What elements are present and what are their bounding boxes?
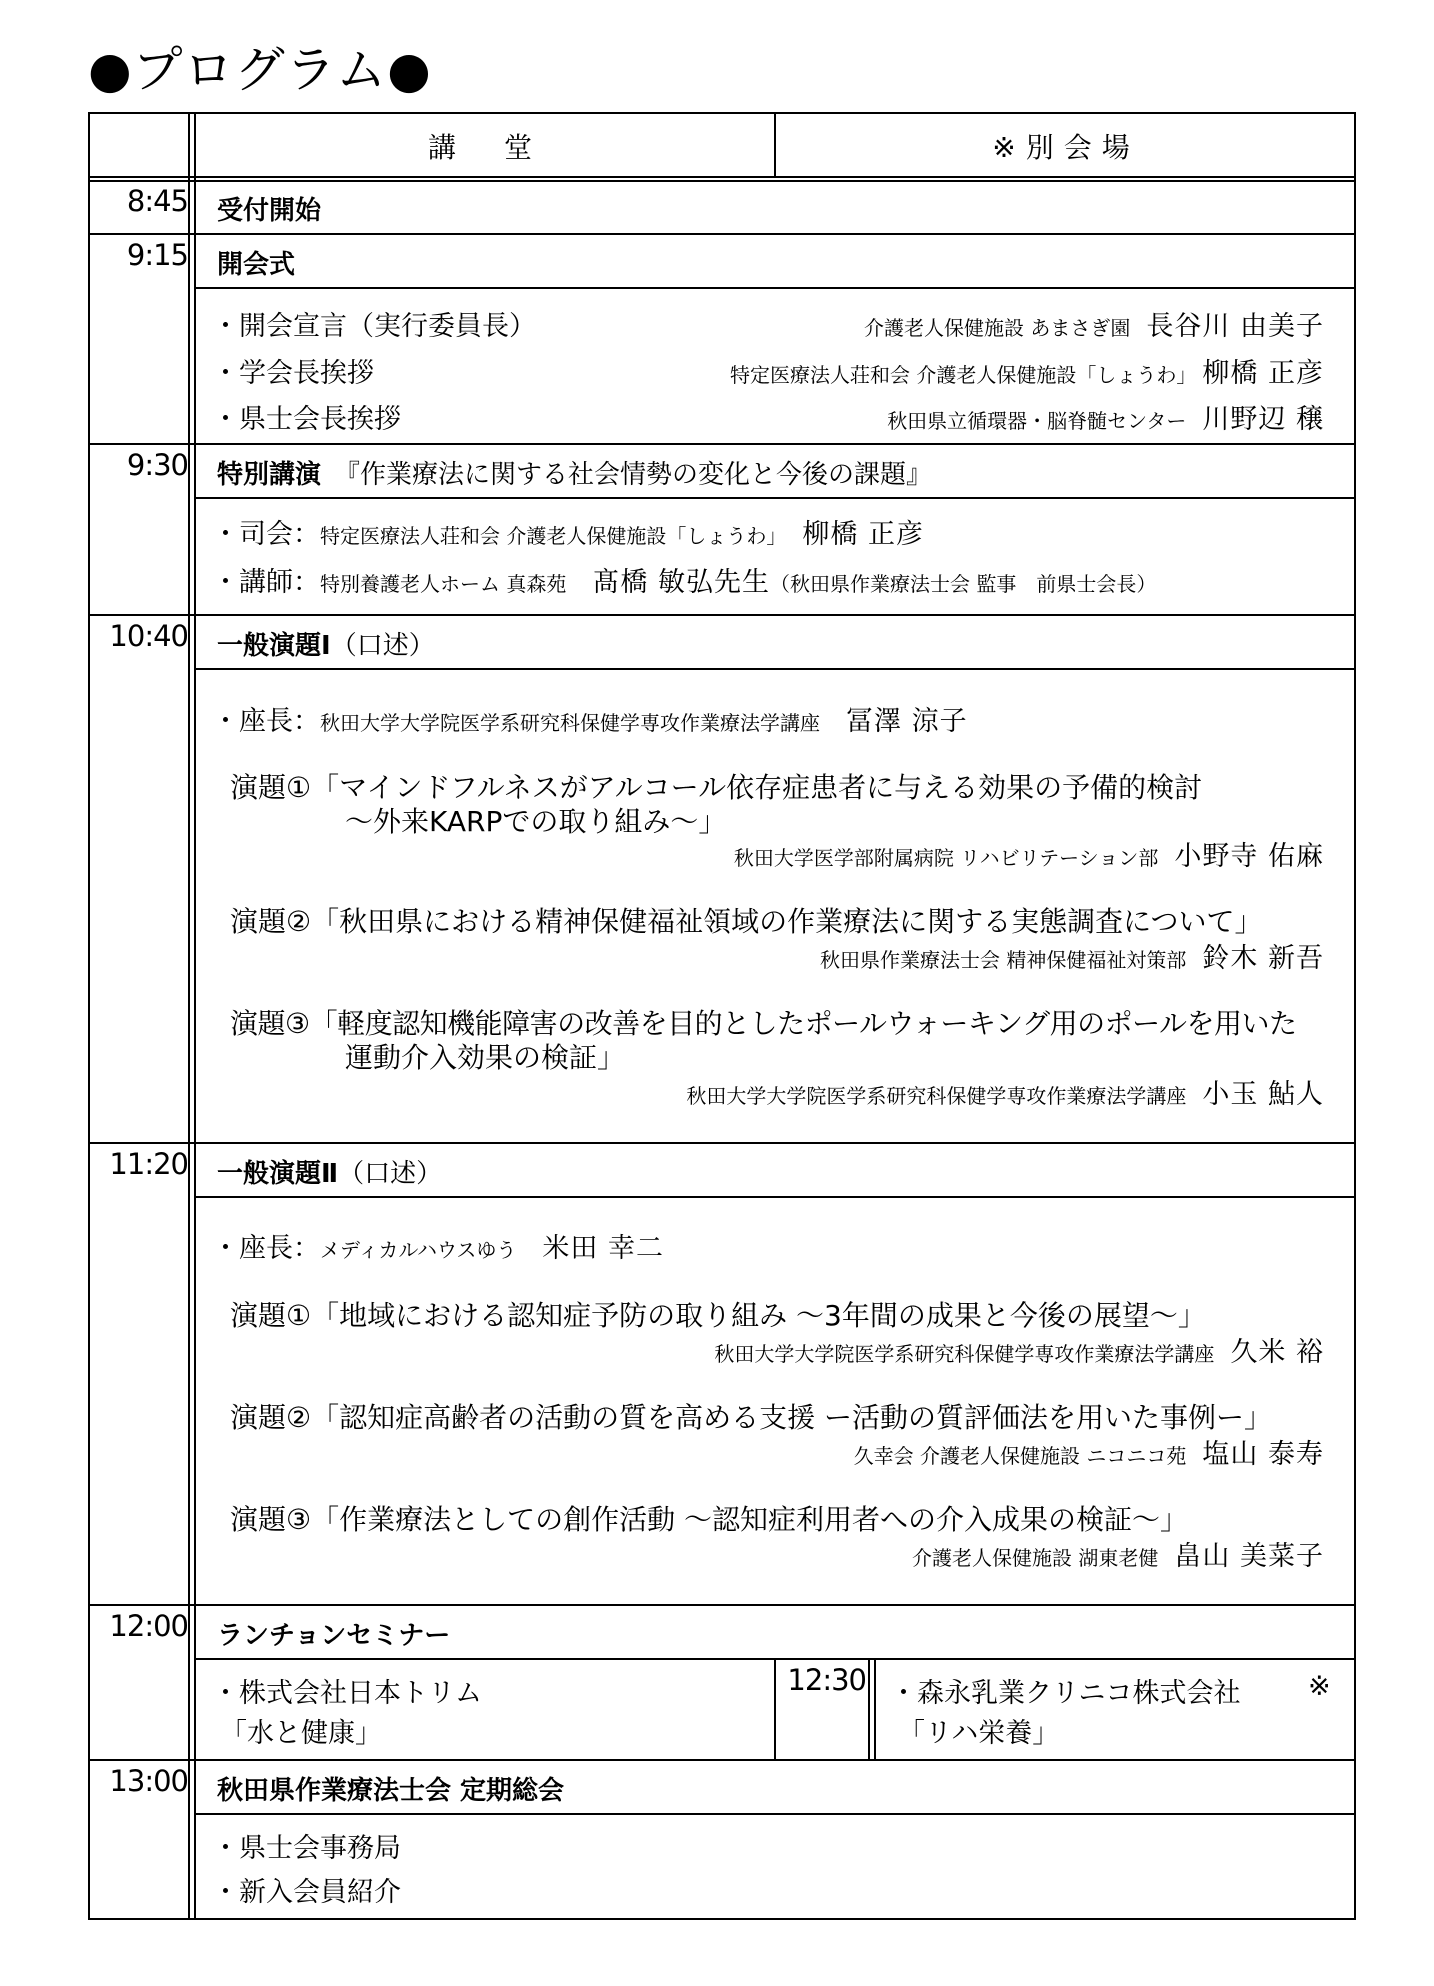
session-title: 開会式: [217, 250, 296, 280]
opening-item-speaker: [730, 351, 1324, 390]
column-header-main-hall: 講 堂: [427, 131, 542, 164]
divider: [90, 614, 1354, 616]
luncheon-sub-time: 12:30: [787, 1663, 866, 1697]
affiliation: メディカルハウスゆう: [320, 1238, 517, 1262]
talk-speaker: 秋田大学大学院医学系研究科保健学専攻作業療法学講座 小玉 鮎人: [686, 1079, 1324, 1110]
talk-title: 演題①「地域における認知症予防の取り組み ～3年間の成果と今後の展望～」: [230, 1299, 1206, 1332]
affiliation: 秋田県立循環器・脳脊髄センター: [887, 409, 1187, 433]
divider: [196, 1196, 1354, 1198]
talk-title-cont: ～外来KARPでの取り組み～」: [345, 805, 727, 838]
speaker-name: 柳橋 正彦: [802, 519, 924, 550]
session-time: 8:45: [126, 184, 188, 218]
talk-title-cont: 運動介入効果の検証」: [345, 1041, 626, 1074]
session-time: 11:20: [109, 1147, 188, 1181]
opening-item-speaker: [864, 304, 1324, 343]
speaker-name: 長谷川 由美子: [1146, 311, 1324, 342]
opening-item-speaker: [887, 397, 1324, 436]
luncheon-sub-company: ・森永乳業クリニコ株式会社: [890, 1678, 1241, 1709]
column-divider: [874, 1658, 876, 1759]
divider: [90, 176, 1354, 178]
affiliation: 秋田大学大学院医学系研究科保健学専攻作業療法学講座: [320, 711, 820, 735]
speaker-name: 柳橋 正彦: [1202, 358, 1324, 389]
program-table: [88, 112, 1356, 1920]
talk-title: 演題①「マインドフルネスがアルコール依存症患者に与える効果の予備的検討: [230, 771, 1203, 804]
divider: [196, 668, 1354, 670]
talk-title: 演題②「認知症高齢者の活動の質を高める支援 ー活動の質評価法を用いた事例ー」: [230, 1401, 1273, 1434]
speaker-name: 冨澤 涼子: [846, 706, 968, 737]
assembly-item: ・県士会事務局: [212, 1833, 401, 1864]
lecturer-note: （秋田県作業療法士会 監事 前県士会長）: [769, 572, 1157, 596]
sub-hall-mark: ※: [1308, 1671, 1331, 1702]
session-time: 9:15: [126, 238, 188, 272]
session-time: 12:00: [109, 1609, 188, 1643]
chair-line: ・座長：秋田大学大学院医学系研究科保健学専攻作業療法学講座 冨澤 涼子: [212, 706, 968, 737]
affiliation: 特定医療法人荘和会 介護老人保健施設「しょうわ」: [320, 524, 777, 548]
session-title: 一般演題Ⅱ（口述）: [217, 1159, 443, 1189]
talk-speaker: 秋田県作業療法士会 精神保健福祉対策部 鈴木 新吾: [820, 943, 1324, 974]
divider: [196, 1813, 1354, 1815]
divider: [90, 180, 1354, 182]
column-header-sub-hall: ※別会場: [992, 131, 1140, 164]
luncheon-company: ・株式会社日本トリム: [212, 1678, 482, 1709]
page-title: ●プログラム●: [88, 41, 432, 99]
opening-item-label: ・県士会長挨拶: [212, 404, 401, 435]
divider: [196, 497, 1354, 499]
column-divider: [188, 114, 190, 1918]
assembly-item: ・新入会員紹介: [212, 1877, 401, 1908]
divider: [90, 443, 1354, 445]
session-title: 秋田県作業療法士会 定期総会: [217, 1776, 565, 1806]
lecture-title: 『作業療法に関する社会情勢の変化と今後の課題』: [347, 460, 933, 490]
divider: [90, 1604, 1354, 1606]
session-title: ランチョンセミナー: [217, 1621, 451, 1651]
session-time: 13:00: [109, 1764, 188, 1798]
column-divider: [868, 1658, 870, 1759]
luncheon-sub-topic: 「リハ栄養」: [898, 1718, 1060, 1749]
session-time: 9:30: [126, 448, 188, 482]
talk-speaker: 久幸会 介護老人保健施設 ニコニコ苑 塩山 泰寿: [853, 1439, 1324, 1470]
speaker-name: 米田 幸二: [542, 1233, 665, 1264]
talk-title: 演題③「軽度認知機能障害の改善を目的としたポールウォーキング用のポールを用いた: [230, 1007, 1297, 1040]
talk-title: 演題②「秋田県における精神保健福祉領域の作業療法に関する実態調査について」: [230, 905, 1263, 938]
talk-speaker: 介護老人保健施設 湖東老健 畠山 美菜子: [912, 1541, 1324, 1572]
session-title: 特別講演 『作業療法に関する社会情勢の変化と今後の課題』: [217, 460, 933, 490]
divider: [90, 1759, 1354, 1761]
lecturer-line: ・講師：特別養護老人ホーム 真森苑 髙橋 敏弘先生（秋田県作業療法士会 監事 前県士会長）: [212, 567, 1157, 598]
opening-item-label: ・開会宣言（実行委員長）: [212, 311, 536, 342]
luncheon-topic: 「水と健康」: [220, 1718, 382, 1749]
affiliation: 介護老人保健施設 あまさぎ園: [864, 316, 1131, 340]
talk-speaker: 秋田大学大学院医学系研究科保健学専攻作業療法学講座 久米 裕: [714, 1337, 1324, 1368]
session-title: 受付開始: [217, 196, 322, 226]
divider: [90, 233, 1354, 235]
session-title: 一般演題Ⅰ（口述）: [217, 631, 435, 661]
moderator-line: ・司会：特定医療法人荘和会 介護老人保健施設「しょうわ」 柳橋 正彦: [212, 519, 924, 550]
speaker-name: 髙橋 敏弘先生: [592, 567, 770, 598]
session-time: 10:40: [109, 619, 188, 653]
opening-item-label: ・学会長挨拶: [212, 358, 374, 389]
column-divider: [774, 1658, 776, 1759]
talk-title: 演題③「作業療法としての創作活動 ～認知症利用者への介入成果の検証～」: [230, 1503, 1189, 1536]
talk-speaker: 秋田大学医学部附属病院 リハビリテーション部 小野寺 佑麻: [733, 841, 1324, 872]
divider: [196, 287, 1354, 289]
column-divider: [194, 114, 196, 1918]
affiliation: 特定医療法人荘和会 介護老人保健施設「しょうわ」: [730, 363, 1187, 387]
divider: [90, 1142, 1354, 1144]
speaker-name: 川野辺 穣: [1202, 404, 1324, 435]
chair-line: ・座長：メディカルハウスゆう 米田 幸二: [212, 1233, 665, 1264]
affiliation: 特別養護老人ホーム 真森苑: [320, 572, 567, 596]
